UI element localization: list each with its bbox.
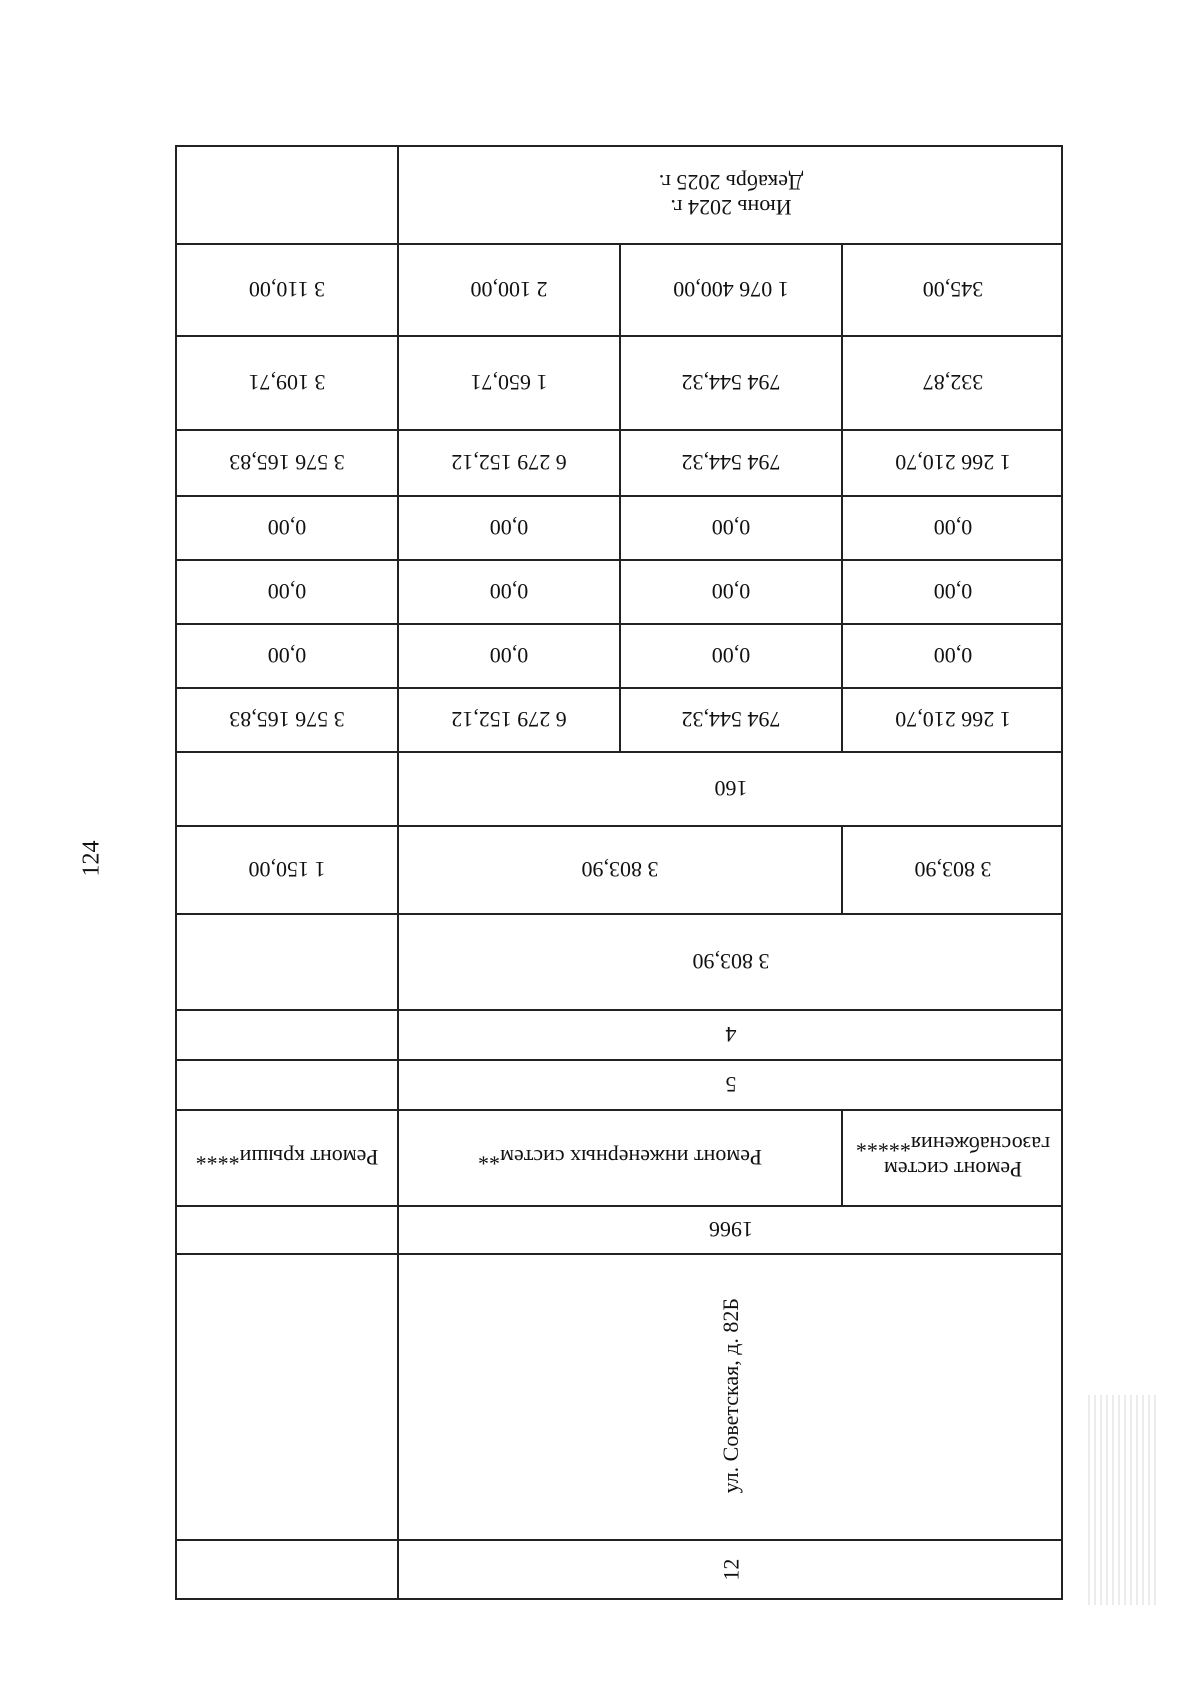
row-number: 12: [718, 1558, 744, 1581]
work-gas: Ремонт систем газоснабжения*****: [855, 1132, 1051, 1183]
cost-cell: 0,00: [933, 578, 973, 604]
cost-cell: 794 544,32: [681, 449, 781, 475]
cost-cell: 1 650,71: [470, 369, 548, 395]
cost-cell: 0,00: [267, 514, 307, 540]
cost-cell: 0,00: [711, 642, 751, 668]
work-engineering: Ремонт инженерных систем**: [478, 1144, 762, 1170]
cost-cell: 1 076 400,00: [673, 276, 789, 302]
area-middle: 3 803,90: [581, 856, 659, 882]
cost-cell: 3 576 165,83: [229, 449, 345, 475]
cost-cell: 1 266 210,70: [895, 706, 1011, 732]
cost-cell: 794 544,32: [681, 706, 781, 732]
cost-cell: 6 279 152,12: [451, 706, 567, 732]
cost-cell: 332,87: [922, 369, 984, 395]
scan-artifact: [1088, 1395, 1158, 1605]
period-header: Июнь 2024 г. Декабрь 2025 г.: [658, 170, 804, 221]
floors-count: 4: [725, 1021, 737, 1047]
cost-cell: 0,00: [489, 578, 529, 604]
area-value-160: 160: [714, 775, 748, 801]
address-text: ул. Советская, д. 82Б: [718, 1298, 744, 1494]
cost-cell: 0,00: [933, 514, 973, 540]
cost-cell: 3 576 165,83: [229, 706, 345, 732]
cost-cell: 0,00: [489, 642, 529, 668]
data-table: [175, 145, 1063, 1600]
cost-cell: 0,00: [711, 578, 751, 604]
area-left: 1 150,00: [248, 856, 326, 882]
work-roof: Ремонт крыши****: [195, 1144, 379, 1170]
page-number: 124: [78, 840, 105, 877]
cost-cell: 794 544,32: [681, 369, 781, 395]
cost-cell: 1 266 210,70: [895, 449, 1011, 475]
cost-cell: 2 100,00: [470, 276, 548, 302]
cost-cell: 0,00: [267, 578, 307, 604]
cost-cell: 0,00: [489, 514, 529, 540]
cost-cell: 0,00: [267, 642, 307, 668]
cost-cell: 6 279 152,12: [451, 449, 567, 475]
cost-cell: 0,00: [933, 642, 973, 668]
cost-cell: 3 110,00: [248, 276, 326, 302]
cost-cell: 345,00: [922, 276, 984, 302]
entrances-count: 5: [725, 1071, 737, 1097]
build-year: 1966: [709, 1216, 753, 1242]
area-right: 3 803,90: [914, 856, 992, 882]
cost-cell: 3 109,71: [248, 369, 326, 395]
address-cell: [399, 1253, 1063, 1539]
cost-cell: 0,00: [711, 514, 751, 540]
total-area: 3 803,90: [692, 948, 770, 974]
row-number-cell: [399, 1539, 1063, 1600]
